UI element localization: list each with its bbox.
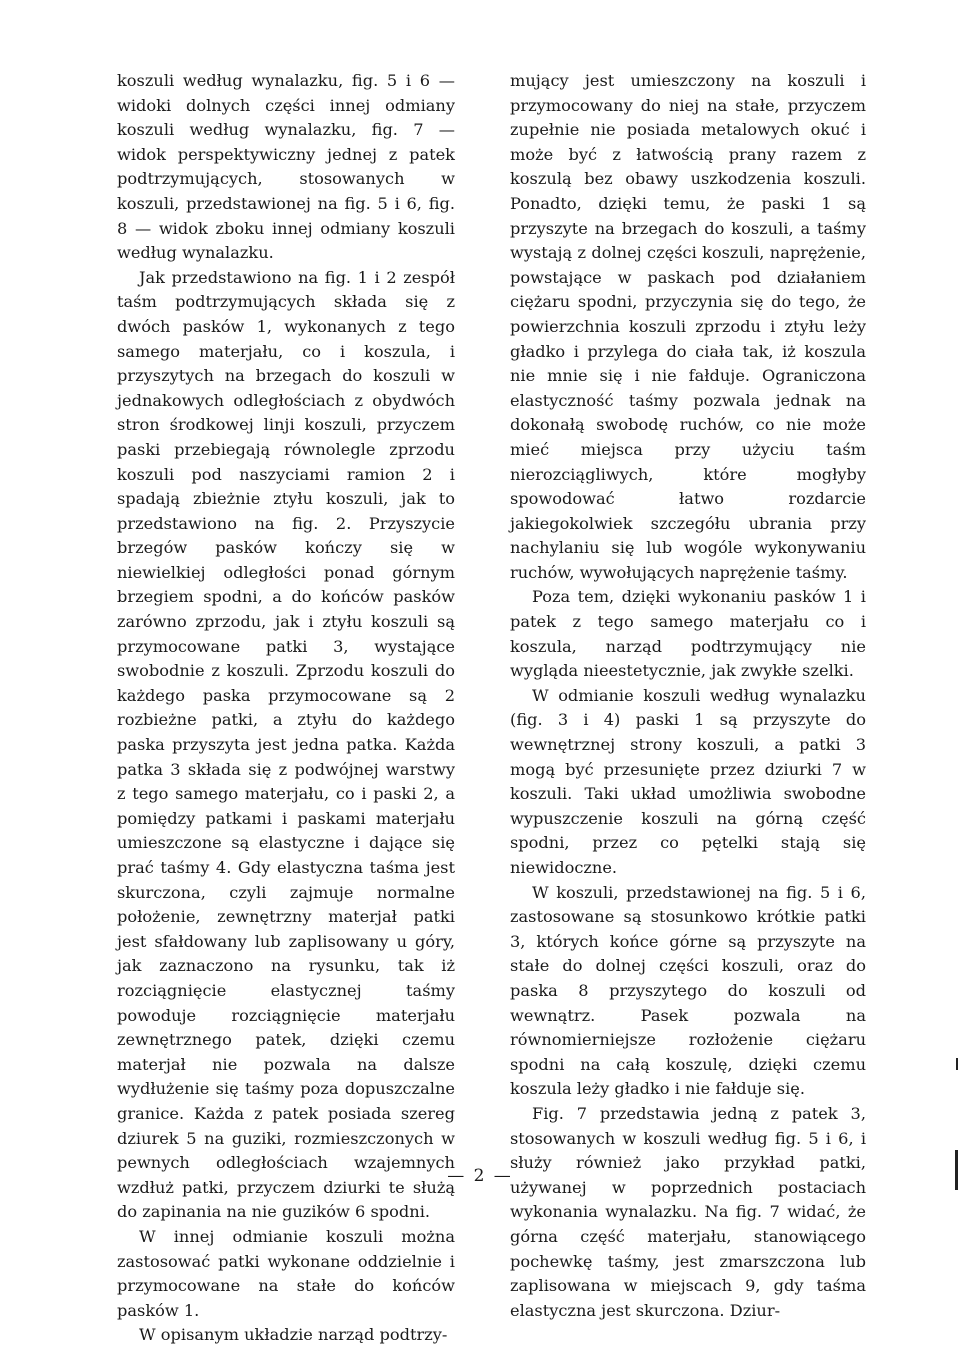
right-column — [510, 69, 866, 1323]
left-paragraph-1: koszuli według wynalazku, fig. 5 i 6 — widoki dolnych części innej odmiany koszuli według wynalazku, fig. 7 — widok perspektywiczny jednej z patek podtrzymujących, stosowanych w koszuli, przedstawionej na fig. 5 i 6, fig. 8 — widok zboku innej odmiany koszuli według wynalazku. — [117, 71, 455, 263]
left-paragraph-4: W opisanym układzie narząd podtrzy- — [139, 1325, 448, 1345]
right-paragraph-4: W koszuli, przedstawionej na fig. 5 i 6, zastosowane są stosunkowo krótkie patki 3, których końce górne są przyszyte na stałe do dolnej części koszuli, oraz do paska 8 przyszytego do koszuli od wewnątrz. Pasek pozwala na równomierniejsze rozłożenie ciężaru spodni na całą koszulę, dzięki czemu koszula leży gładko i nie fałduje się. — [510, 882, 866, 1099]
left-column — [117, 69, 455, 1348]
right-paragraph-5: Fig. 7 przedstawia jedną z patek 3, stosowanych w koszuli według fig. 5 i 6, i służy również jako przykład patki, używanej w poprzednich postaciach wykonania wynalazku. Na fig. 7 widać, że górna część materjału, stanowiącego pochewkę taśmy, jest zmarszczona lub zaplisowana w miejscach 9, gdy taśma elastyczna jest skurczona. Dziur- — [510, 1103, 866, 1320]
left-paragraph-2: Jak przedstawiono na fig. 1 i 2 zespół taśm podtrzymujących składa się z dwóch pasków 1, wykonanych z tego samego materjału, co i koszula, i przyszytych na brzegach do koszuli w jednakowych odległościach z obydwóch stron środkowej linji koszuli, przyczem paski przebiegają równolegle zprzodu koszuli pod naszyciami ramion 2 i spadają zbieżnie ztyłu koszuli, jak to przedstawiono na fig. 2. Przyszycie brzegów pasków kończy się w niewielkiej odległości ponad górnym brzegiem spodni, a do końców pasków zarówno zprzodu, jak i ztyłu koszuli są przymocowane patki 3, wystające swobodnie z koszuli. Zprzodu koszuli do każdego paska przymocowane są 2 rozbieżne patki, a ztyłu do każdego paska przyszyta jest jedna patka. Każda patka 3 składa się z podwójnej warstwy z tego samego materjału, co i paski 2, a pomiędzy patkami i paskami materjału umieszczone są elastyczne i dające się prać taśmy 4. Gdy elastyczna taśma jest skurczona, czyli zajmuje normalne położenie, zewnętrzny materjał patki jest sfałdowany lub zaplisowany u góry, jak zaznaczono na rysunku, tak iż rozciągnięcie elastycznej taśmy powoduje rozciągnięcie materjału zewnętrznego patek, dzięki czemu materjał nie pozwala na dalsze wydłużenie się taśmy poza dopuszczalne granice. Każda z patek posiada szereg dziurek 5 na guziki, rozmieszczonych w pewnych odległościach wzajemnych wzdłuż patki, przyczem dziurki te służą do zapinania na nie guzików 6 spodni. — [117, 267, 455, 1222]
margin-mark — [956, 1058, 958, 1070]
margin-mark — [955, 1150, 958, 1190]
right-paragraph-2: Poza tem, dzięki wykonaniu pasków 1 i patek z tego samego materjału co i koszula, narząd podtrzymujący nie wygląda nieestetycznie, jak zwykłe szelki. — [510, 587, 866, 681]
left-paragraph-3: W innej odmianie koszuli można zastosować patki wykonane oddzielnie i przymocowane na stałe do końców pasków 1. — [117, 1226, 455, 1320]
page-number: — 2 — — [447, 1166, 513, 1186]
right-paragraph-3: W odmianie koszuli według wynalazku (fig. 3 i 4) paski 1 są przyszyte do wewnętrznej strony koszuli, a patki 3 mogą być przesunięte przez dziurki 7 w koszuli. Taki układ umożliwia swobodne wypuszczenie koszuli na górną część spodni, przez co pętelki stają się niewidoczne. — [510, 685, 866, 877]
right-paragraph-1: mujący jest umieszczony na koszuli i przymocowany do niej na stałe, przyczem zupełnie nie posiada metalowych okuć i może być z łatwością prany razem z koszulą bez obawy uszkodzenia koszuli. Ponadto, dzięki temu, że paski 1 są przyszyte na brzegach do koszuli, a taśmy wystają z dolnej części koszuli, naprężenie, powstające w paskach pod działaniem ciężaru spodni, przyczynia się do tego, że powierzchnia koszuli zprzodu i ztyłu leży gładko i przylega do ciała tak, iż koszula nie mnie się i nie fałduje. Ograniczona elastyczność taśmy pozwala jednak na dokonałą swobodę ruchów, co nie może mieć miejsca przy użyciu taśm nierozciągliwych, które mogłyby spowodować łatwo rozdarcie jakiegokolwiek szczegółu ubrania przy nachylaniu się lub wogóle wykonywaniu ruchów, wywołujących naprężenie taśmy. — [510, 71, 866, 582]
